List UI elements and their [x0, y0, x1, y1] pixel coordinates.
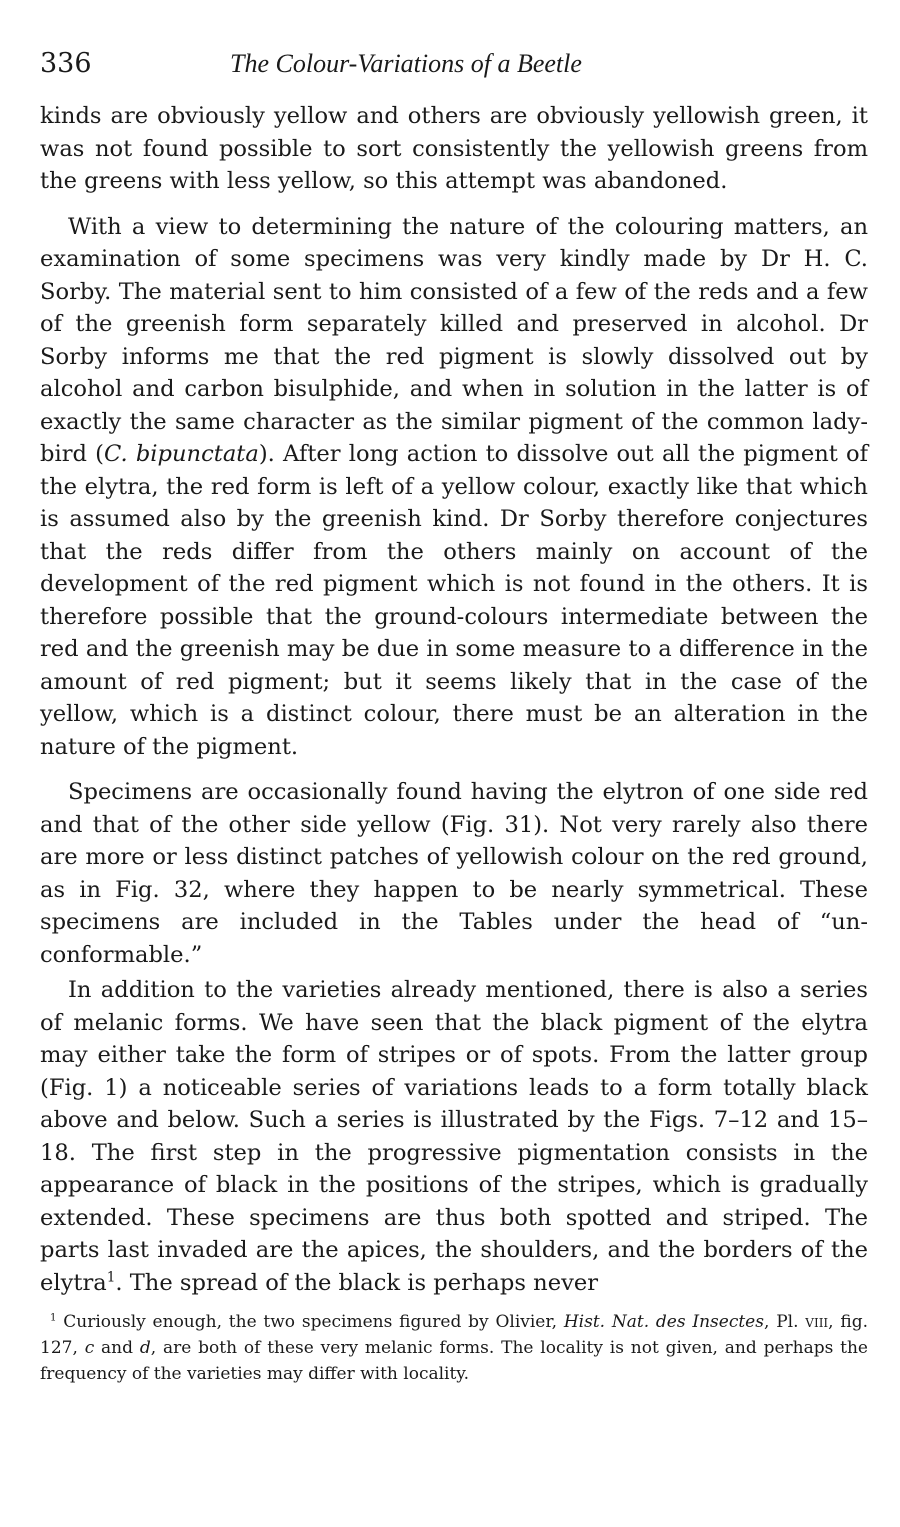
- plate-number: viii: [805, 1312, 829, 1332]
- footnote-reference: 1: [106, 1268, 116, 1285]
- paragraph-text: ). After long action to dissolve out all the pigment of the elytra, the red form is left of a yellow colour, exactly like that which is assumed also by the greenish kind. Dr Sorby therefore conjectures that the reds differ from the others mainly on account of the development of the red pigment which is not found in the others. It is therefore possible that the ground-colours intermediate between the red and the greenish may be due in some measure to a difference in the amount of red pigment; but it seems likely that in the case of the yellow, which is a distinct colour, there must be an alteration in the nature of the pigment.: [40, 441, 868, 760]
- footnote-text: and: [94, 1338, 140, 1358]
- paragraph-melanic-forms: [40, 974, 868, 1299]
- running-title: The Colour-Variations of a Beetle: [230, 49, 582, 78]
- footnote-text: , Pl.: [763, 1312, 806, 1332]
- footnote-text: Curiously enough, the two specimens figured by Olivier,: [56, 1312, 564, 1332]
- page-number: 336: [40, 48, 92, 79]
- paragraph-text: In addition to the varieties already mentioned, there is also a series of melanic forms. We have seen that the black pigment of the elytra may either take the form of stripes or of spots. From the latter group (Fig. 1) a noticeable series of variations leads to a form totally black above and below. Such a series is illustrated by the Figs. 7–12 and 15–18. The first step in the progressive pigmentation consists in the appearance of black in the positions of the stripes, which is gradually extended. These specimens are thus both spotted and striped. The parts last invaded are the apices, the shoulders, and the borders of the elytra: [40, 977, 868, 1296]
- page: [40, 48, 868, 1404]
- footnote-text: , fig. 127,: [40, 1312, 869, 1358]
- paragraph-text: . The spread of the black is perhaps never: [115, 1269, 598, 1296]
- paragraph-unconformable: Specimens are occasionally found having the elytron of one side red and that of the other side yellow (Fig. 31). Not very rarely also there are more or less distinct patches of yellowish colour on the red ground, as in Fig. 32, where they happen to be nearly symmetrical. These specimens are included in the Tables under the head of “unconformable.”: [40, 779, 868, 968]
- paragraph-text: With a view to determining the nature of the colouring matters, an examination of some specimens was very kindly made by Dr H. C. Sorby. The material sent to him consisted of a few of the reds and a few of the greenish form separately killed and preserved in alcohol. Dr Sorby informs me that the red pigment is slowly dissolved out by alcohol and carbon bisulphide, and when in solution in the latter is of exactly the same character as the similar pigment of the common lady-bird (: [40, 213, 868, 467]
- cited-work: Hist. Nat. des Insectes: [563, 1312, 764, 1332]
- figure-letter-d: d: [139, 1338, 151, 1358]
- footnote: [40, 1309, 868, 1387]
- species-name: C. bipunctata: [103, 441, 259, 467]
- figure-letter-c: c: [84, 1338, 95, 1358]
- footnote-mark: 1: [50, 1312, 57, 1324]
- running-head: [40, 48, 868, 88]
- paragraph-continuation: kinds are obviously yellow and others are obviously yellowish green, it was not found possible to sort consistently the yellowish greens from the greens with less yellow, so this attempt was abandoned.: [40, 103, 868, 194]
- footnote-text: , are both of these very melanic forms. The locality is not given, and perhaps the frequency of the varieties may differ with locality.: [40, 1338, 868, 1384]
- paragraph-colouring-matters: [40, 211, 868, 764]
